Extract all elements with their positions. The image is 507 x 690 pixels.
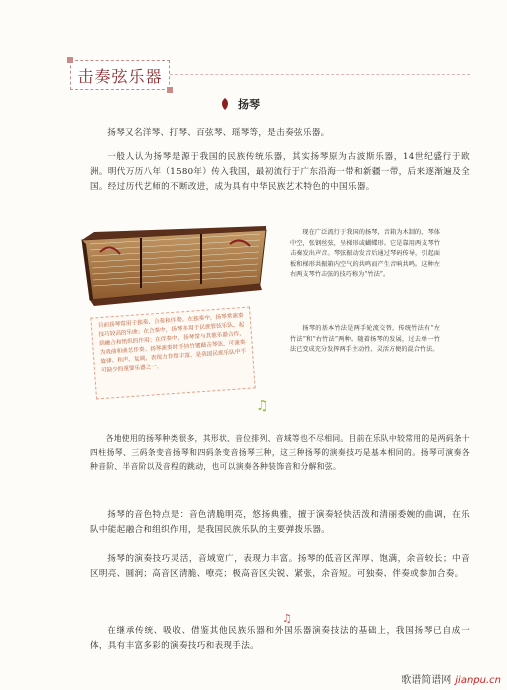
page-title-text: 击奏弦乐器 <box>77 66 163 86</box>
note-box-text: 目前扬琴常用于独奏、合奏和伴奏。在独奏中，扬琴常演奏技巧较高的乐曲；在合奏中，扬琴多用于民族管弦乐队，起到融合和组织的作用；在伴奏中，扬琴常与其他乐器合作，为戏曲和曲艺伴奏。扬琴演奏时手持竹键敲击琴弦，可演奏旋律、和声、复调，表现力非常丰富，是我国民族乐队中不可缺少的重要乐器之一。 <box>97 312 247 375</box>
section-heading <box>220 96 260 112</box>
section-title: 扬琴 <box>238 98 260 111</box>
paragraph-history: 一般人认为扬琴是源于我国的民族传统乐器，其实扬琴原为古波斯乐器，14世纪盛行于欧洲。明代万历八年（1580年）传入我国，最初流行于广东沿海一带和新疆一带，后来逐渐遍及全国。经过历代艺师的不断改进，成为具有中华民族艺术特色的中国乐器。 <box>90 152 470 192</box>
watermark <box>401 671 501 686</box>
title-divider <box>170 74 470 75</box>
note-box <box>90 307 255 400</box>
watermark-url: jianpu.cn <box>455 675 501 686</box>
leaf-icon <box>220 98 230 110</box>
paragraph-timbre: 扬琴的音色特点是：音色清脆明亮，悠扬典雅，擅于演奏轻快活泼和清丽委婉的曲调，在乐队中能起融合和组织作用，是我国民族乐队的主要弹拨乐器。 <box>90 510 470 535</box>
paragraph-conclusion: 在继承传统、吸收、借鉴其他民族乐器和外国乐器演奏技法的基础上，我国扬琴已自成一体，具有丰富多彩的演奏技巧和表现手法。 <box>90 626 470 651</box>
paragraph-types: 各地使用的扬琴种类很多，其形状、音位排列、音域等也不尽相同。目前在乐队中较常用的是两码条十四柱扬琴、三码条变音扬琴和四码条变音扬琴三种，这三种扬琴的演奏技巧是基本相同的。扬琴可演奏各种音阶、半音阶以及音程的跳动，也可以演奏各种装饰音和分解和弦。 <box>90 434 470 471</box>
yangqin-image <box>80 222 268 310</box>
side-note-structure: 现在广泛流行于我国的扬琴，音箱为木制的，琴体中空，张钢丝弦，呈梯形或蝴蝶形。它是靠用两支琴竹击奏发出声音。琴弦振动发音后通过琴码传导，引起面板和梯形共振箱内空气的共鸣而产生音响共鸣。这种左右两支琴竹击弦的技巧称为“竹法”。 <box>290 229 440 278</box>
watermark-site: 歌谱简谱网 <box>401 675 452 686</box>
music-note-icon: ♫ <box>256 398 269 414</box>
side-note-technique: 扬琴的基本竹法是两手轮流交替，传统竹法有“左竹法”和“右竹法”两种。随着扬琴的发展，过去单一竹法已变成充分发挥两手主动性、灵活方便的混合竹法。 <box>290 325 440 353</box>
music-note-icon-small: ♫ <box>282 612 292 625</box>
paragraph-range: 扬琴的演奏技巧灵活，音域宽广，表现力丰富。扬琴的低音区浑厚、饱满，余音较长；中音区明亮、圆润；高音区清脆、嘹亮；极高音区尖锐、紧张，余音短。可独奏、伴奏或参加合奏。 <box>90 554 470 579</box>
page-title <box>70 60 170 90</box>
paragraph-intro: 扬琴又名洋琴、打琴、百弦琴、瑶琴等，是击奏弦乐器。 <box>107 128 330 138</box>
